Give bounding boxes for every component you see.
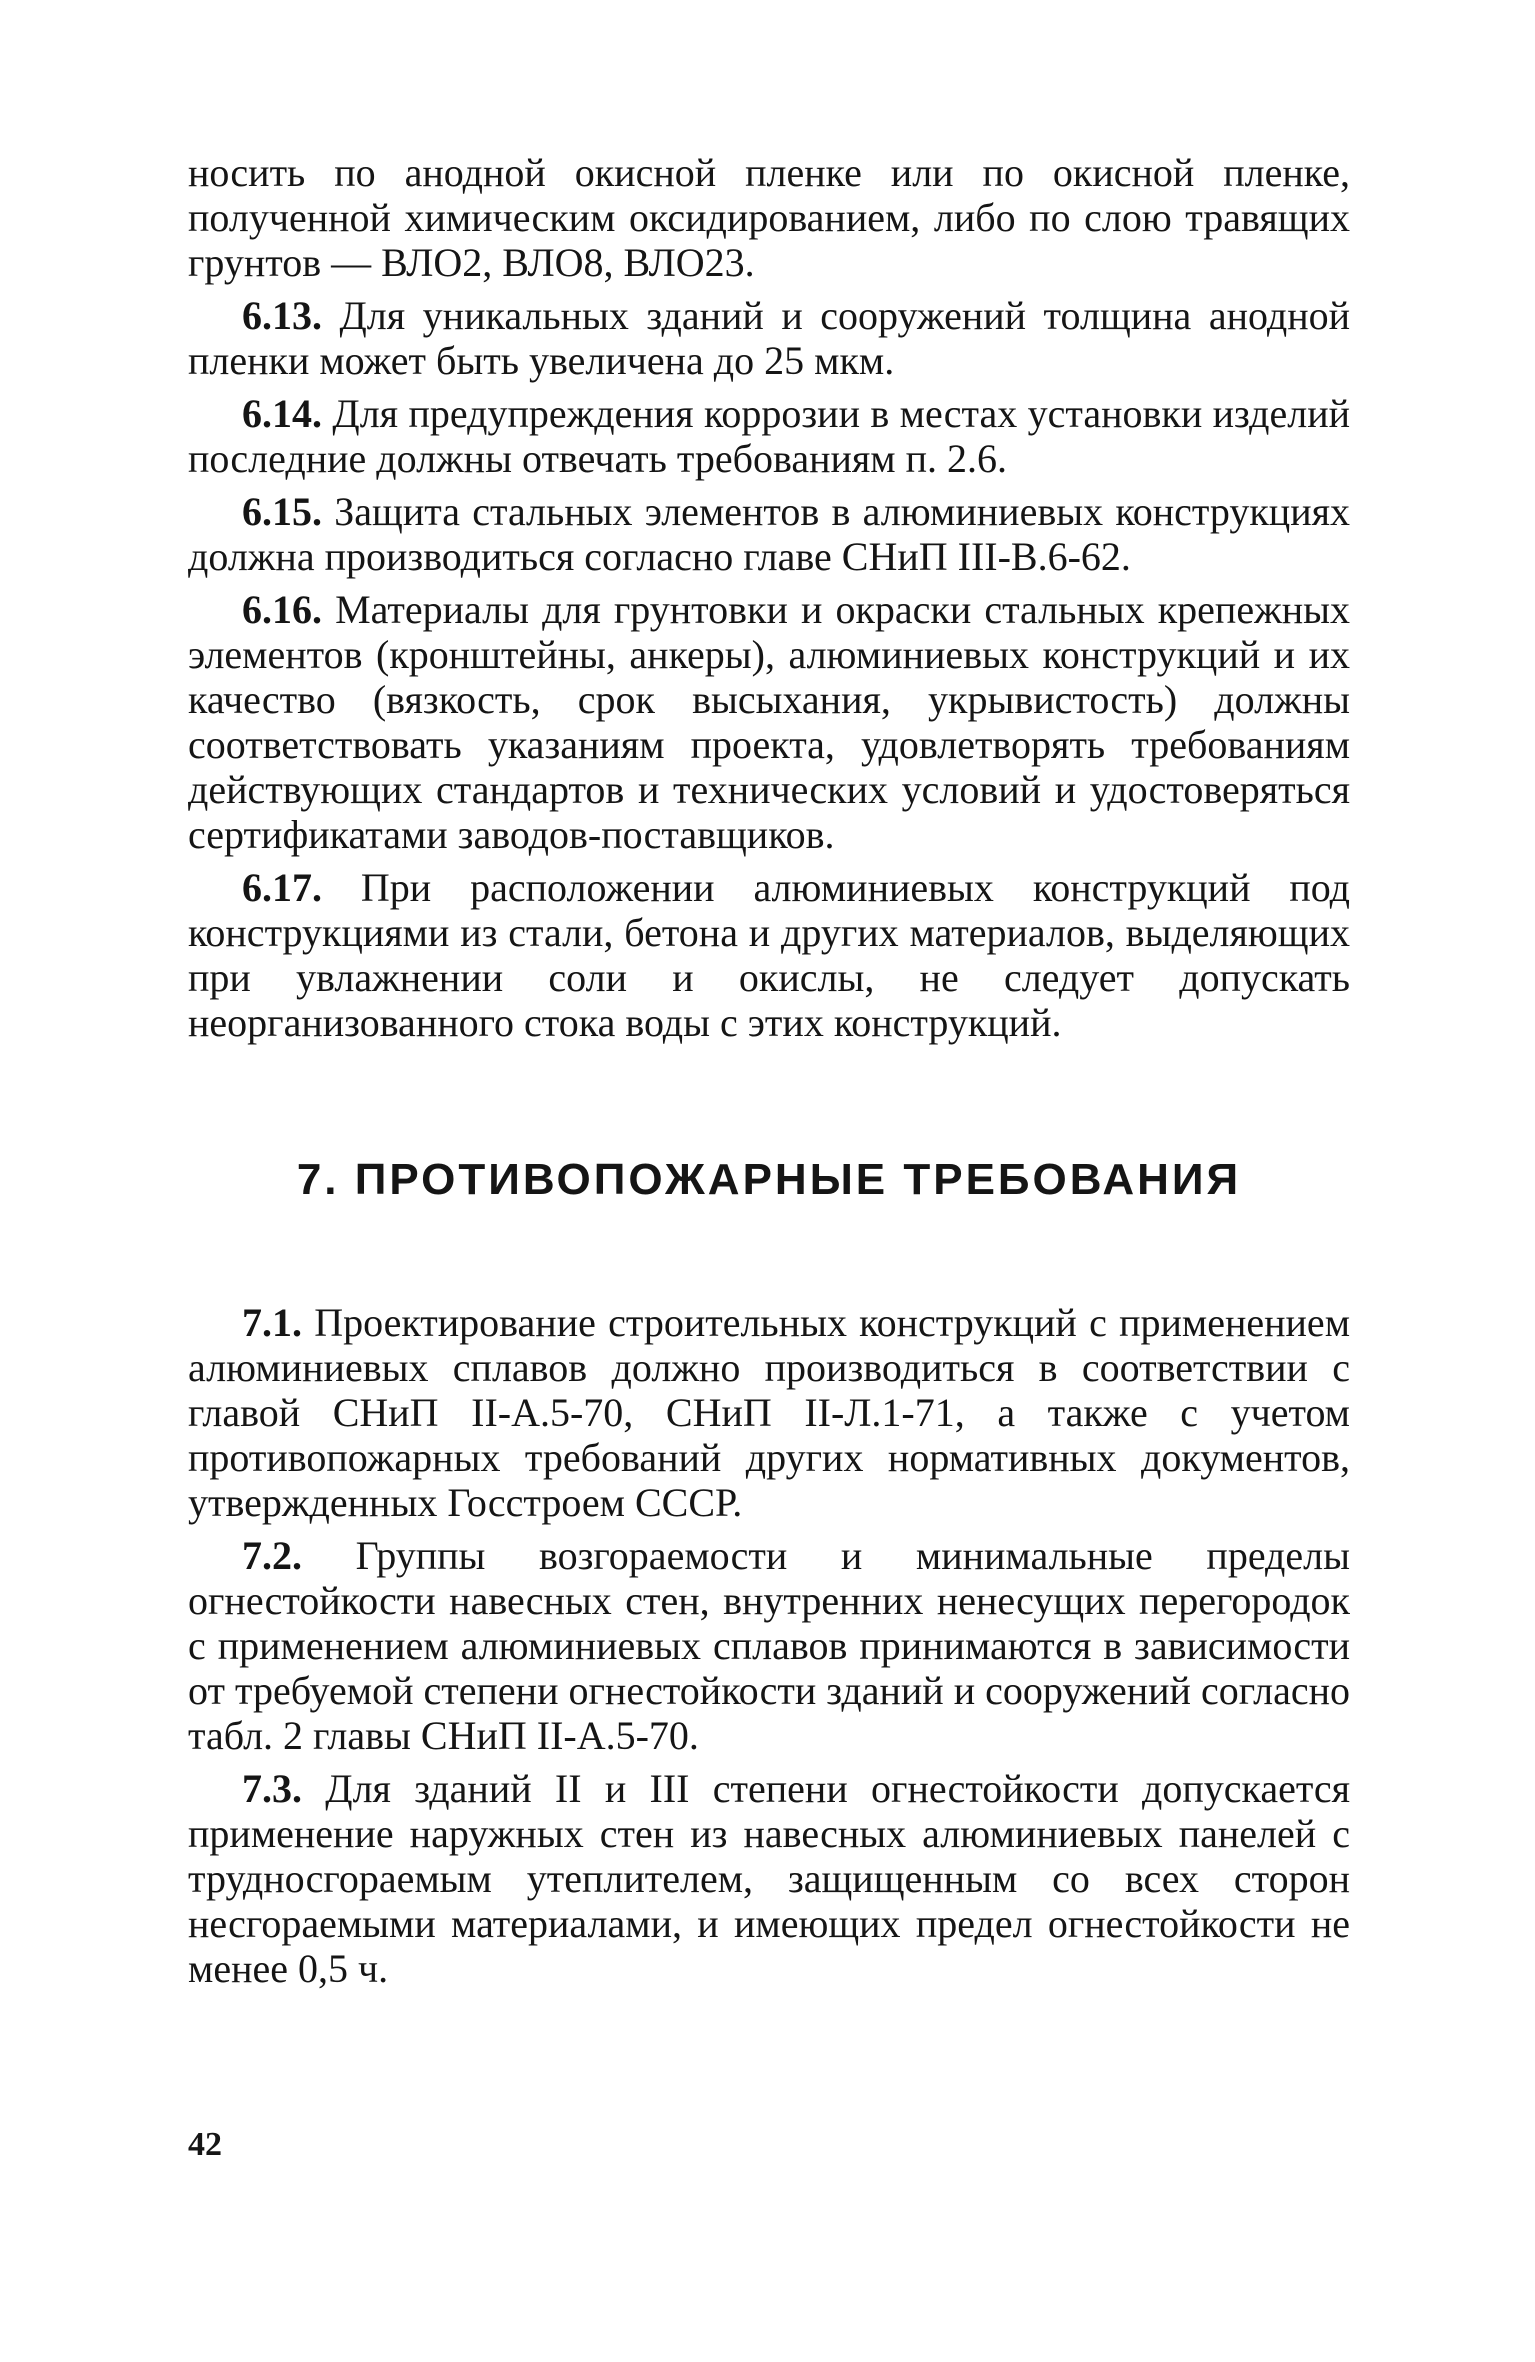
paragraph-continuation [188,150,1350,285]
paragraph-6-13 [188,293,1350,383]
paragraph-number: 6.15. [242,489,322,534]
document-page [188,150,1350,1991]
paragraph-number: 6.14. [242,391,322,436]
paragraph-7-2 [188,1533,1350,1758]
paragraph-text: Проектирование строительных конструкций с применением алюминиевых сплавов должно производиться в соответствии с главой СНиП II-А.5-70, СНиП II-Л.1-71, а также с учетом противопожарных требований других нормативных документов, утвержденных Госстроем СССР. [188,1300,1351,1525]
page-number: 42 [188,2126,222,2163]
paragraph-6-15 [188,489,1350,579]
paragraph-number: 6.16. [242,587,322,632]
paragraph-6-17 [188,865,1350,1045]
paragraph-text: Материалы для грунтовки и окраски стальных крепежных элементов (кронштейны, анкеры), алюминиевых конструкций и их качество (вязкость, срок высыхания, укрывистость) должны соответствовать указаниям проекта, удовлетворять требованиям действующих стандартов и технических условий и удостоверяться сертификатами заводов-поставщиков. [188,587,1351,857]
paragraph-7-1 [188,1300,1350,1525]
paragraph-6-16 [188,587,1350,857]
paragraph-text: Защита стальных элементов в алюминиевых конструкциях должна производиться согласно главе СНиП III-В.6-62. [188,489,1350,579]
section-heading: 7. ПРОТИВОПОЖАРНЫЕ ТРЕБОВАНИЯ [296,1155,1242,1204]
paragraph-number: 7.1. [242,1300,302,1345]
paragraph-text: Для уникальных зданий и сооружений толщина анодной пленки может быть увеличена до 25 мкм. [188,293,1350,383]
paragraph-text: Для предупреждения коррозии в местах установки изделий последние должны отвечать требованиям п. 2.6. [188,391,1350,481]
paragraph-6-14 [188,391,1350,481]
paragraph-number: 7.3. [242,1766,302,1811]
paragraph-text: Для зданий II и III степени огнестойкости допускается применение наружных стен из навесных алюминиевых панелей с трудносгораемым утеплителем, защищенным со всех сторон несгораемыми материалами, и имеющих предел огнестойкости не менее 0,5 ч. [188,1766,1351,1991]
paragraph-number: 7.2. [242,1533,302,1578]
paragraph-number: 6.13. [242,293,322,338]
paragraph-7-3 [188,1766,1350,1991]
paragraph-text: Группы возгораемости и минимальные пределы огнестойкости навесных стен, внутренних ненесущих перегородок с применением алюминиевых сплавов принимаются в зависимости от требуемой степени огнестойкости зданий и сооружений согласно табл. 2 главы СНиП II-А.5-70. [188,1533,1350,1758]
paragraph-number: 6.17. [242,865,322,910]
paragraph-text: носить по анодной окисной пленке или по окисной пленке, полученной химическим оксидированием, либо по слою травящих грунтов — ВЛО2, ВЛО8, ВЛО23. [188,150,1350,285]
paragraph-text: При расположении алюминиевых конструкций под конструкциями из стали, бетона и других материалов, выделяющих при увлажнении соли и окислы, не следует допускать неорганизованного стока воды с этих конструкций. [188,865,1350,1045]
